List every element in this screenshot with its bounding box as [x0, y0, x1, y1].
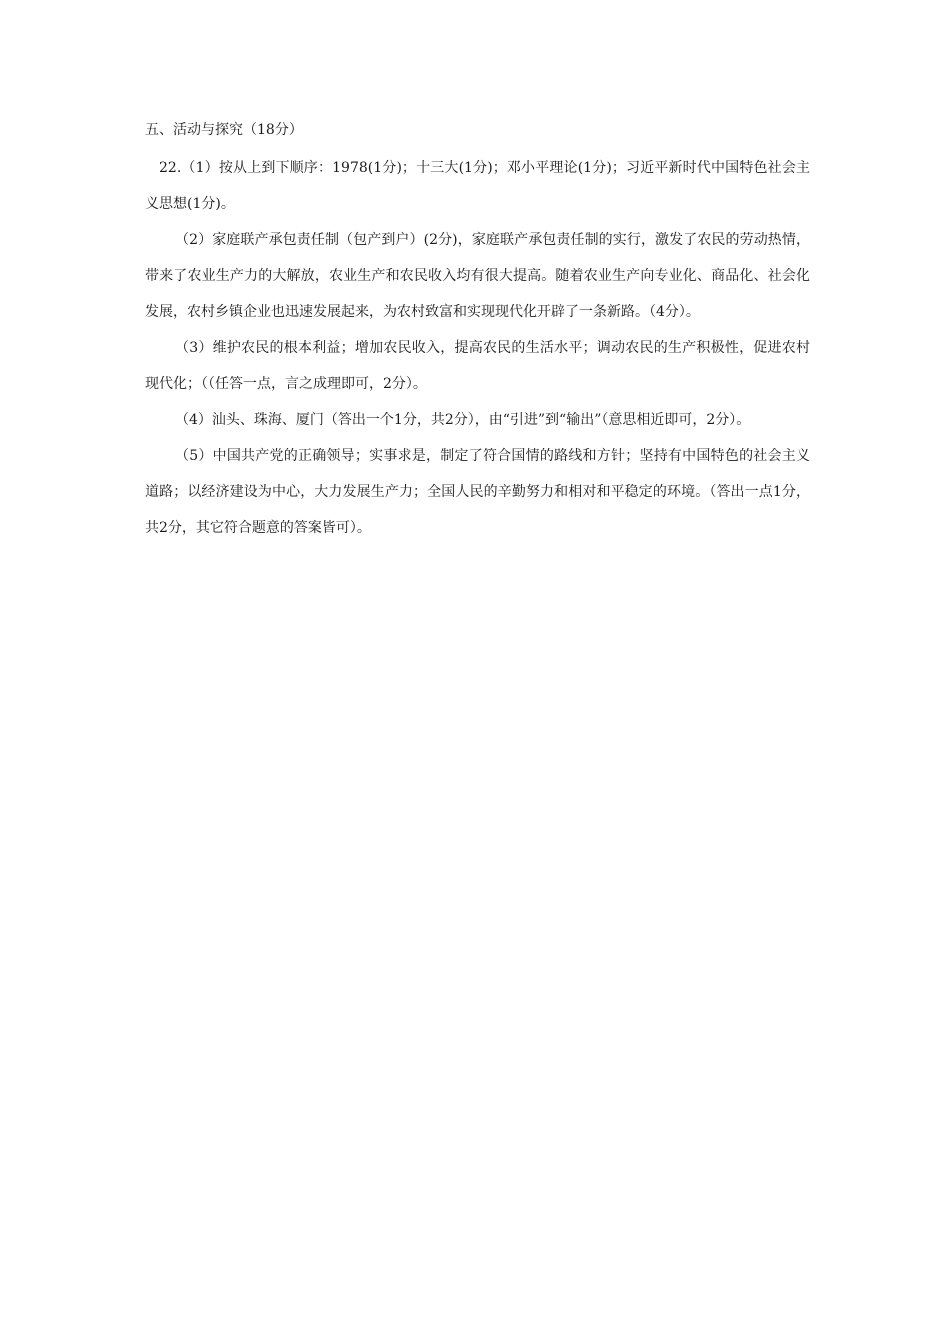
question-22-part-4: （4）汕头、珠海、厦门（答出一个1分，共2分），由“引进”到“输出”（意思相近即可，2分）。 — [175, 412, 751, 428]
section-title: 五、活动与探究（18分） — [145, 122, 303, 138]
question-22-part-1: 22.（1）按从上到下顺序：1978(1分)；十三大(1分)；邓小平理论(1分)；习近平新时代中国特色社会主义思想(1分)。 — [145, 160, 810, 212]
question-22-part-5: （5）中国共产党的正确领导；实事求是，制定了符合国情的路线和方针；坚持有中国特色的社会主义道路；以经济建设为中心，大力发展生产力；全国人民的辛勤努力和相对和平稳定的环境。（答出一点1分，共2分，其它符合题意的答案皆可）。 — [145, 448, 810, 536]
question-22-part-3: （3）维护农民的根本利益；增加农民收入，提高农民的生活水平；调动农民的生产积极性，促进农村现代化；（（任答一点，言之成理即可，2分）。 — [145, 340, 810, 392]
question-22-part-2: （2）家庭联产承包责任制（包产到户）(2分)，家庭联产承包责任制的实行，激发了农民的劳动热情，带来了农业生产力的大解放，农业生产和农民收入均有很大提高。随着农业生产向专业化、商品化、社会化发展，农村乡镇企业也迅速发展起来，为农村致富和实现现代化开辟了一条新路。（4分）。 — [145, 232, 810, 320]
answer-content — [145, 120, 810, 546]
